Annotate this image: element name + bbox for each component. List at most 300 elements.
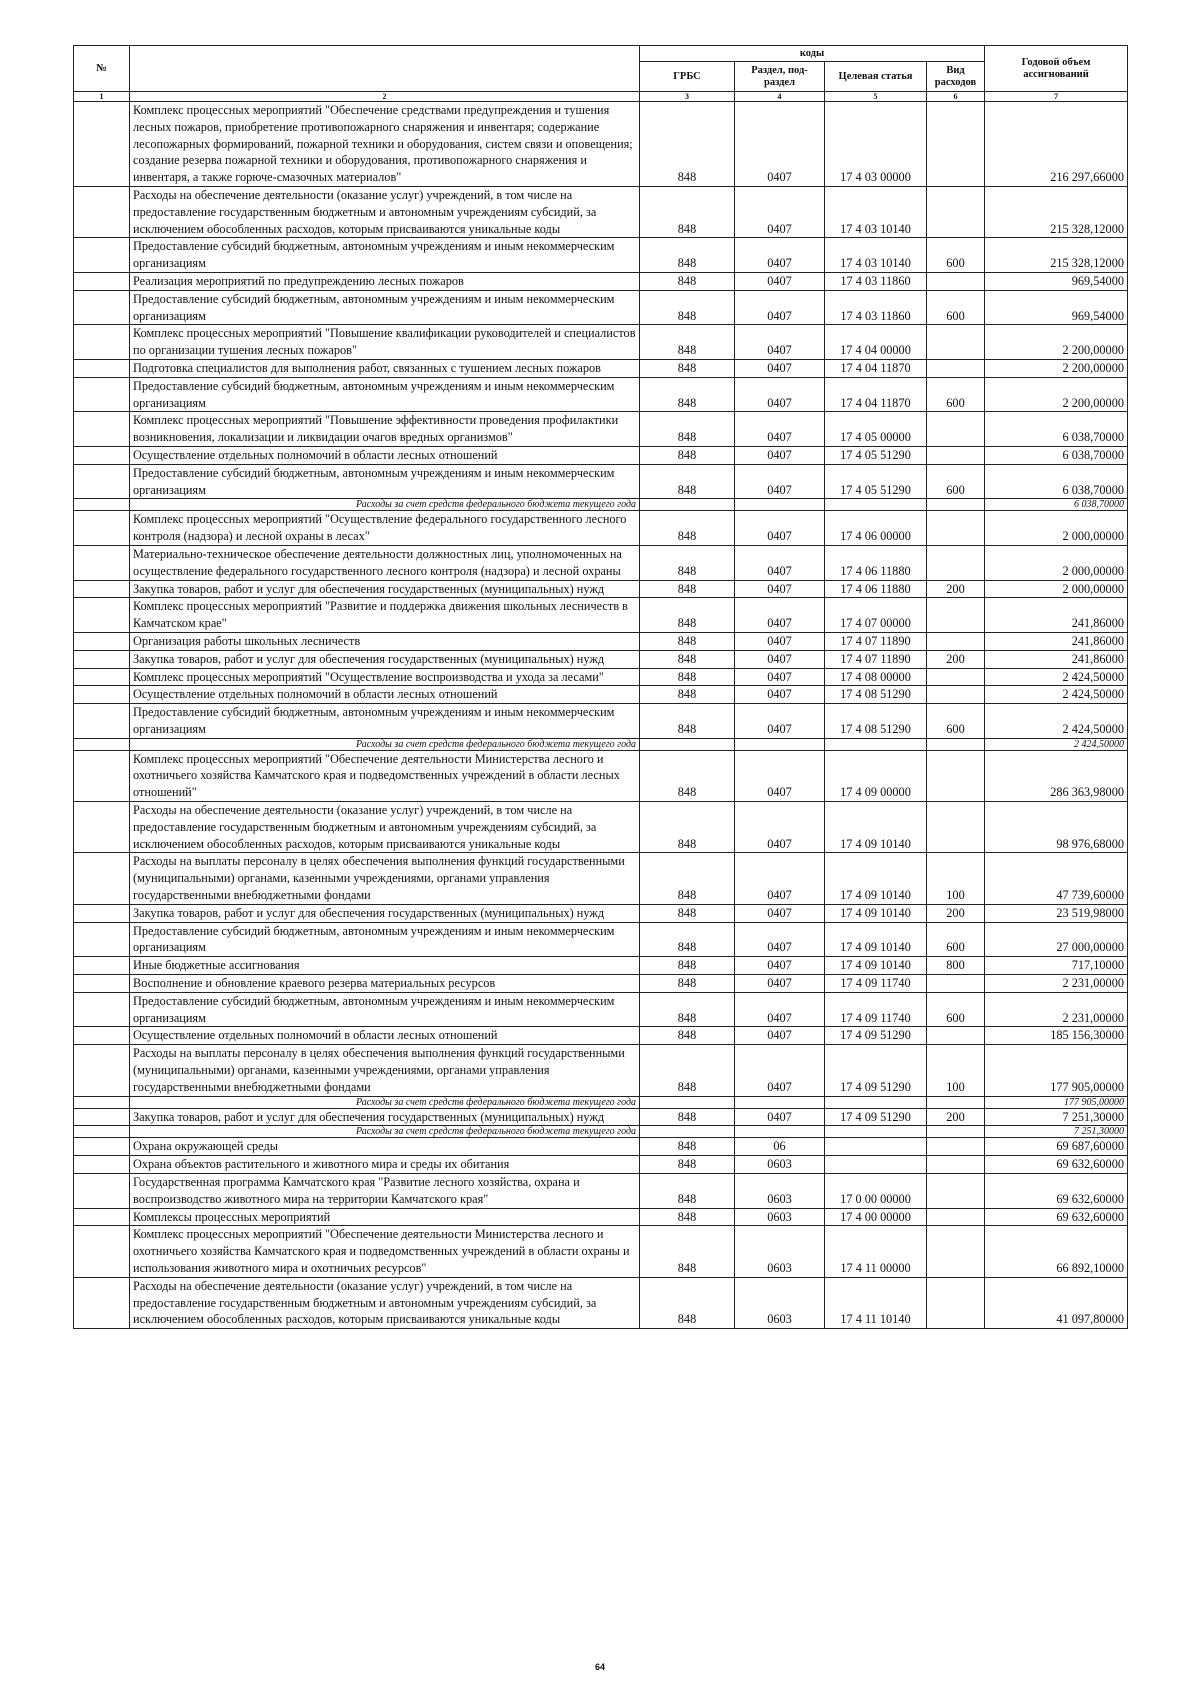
section-cell: 0603 <box>735 1174 825 1209</box>
table-row <box>74 750 1128 801</box>
item-name-cell: Иные бюджетные ассигнования <box>130 957 640 975</box>
grbs-cell: 848 <box>640 377 735 412</box>
grbs-cell: 848 <box>640 650 735 668</box>
amount-cell: 717,10000 <box>985 957 1128 975</box>
federal-budget-row <box>74 738 1128 750</box>
expense-type-cell <box>927 1096 985 1108</box>
item-name-cell: Комплексы процессных мероприятий <box>130 1208 640 1226</box>
expense-type-cell <box>927 598 985 633</box>
row-number-cell <box>74 1174 130 1209</box>
amount-cell: 2 231,00000 <box>985 992 1128 1027</box>
section-cell: 0407 <box>735 1045 825 1096</box>
row-number-cell <box>74 272 130 290</box>
expense-type-cell <box>927 272 985 290</box>
grbs-cell: 848 <box>640 992 735 1027</box>
grbs-cell: 848 <box>640 1277 735 1328</box>
item-name-cell: Подготовка специалистов для выполнения работ, связанных с тушением лесных пожаров <box>130 359 640 377</box>
amount-cell: 47 739,60000 <box>985 853 1128 904</box>
amount-cell: 215 328,12000 <box>985 186 1128 237</box>
section-cell: 0603 <box>735 1208 825 1226</box>
table-row <box>74 686 1128 704</box>
amount-cell: 27 000,00000 <box>985 922 1128 957</box>
amount-cell: 69 632,60000 <box>985 1208 1128 1226</box>
expense-type-cell: 600 <box>927 992 985 1027</box>
item-name-cell: Комплекс процессных мероприятий "Осуществление воспроизводства и ухода за лесами" <box>130 668 640 686</box>
header-section: Раздел, под-раздел <box>735 62 825 92</box>
row-number-cell <box>74 499 130 511</box>
table-row <box>74 1156 1128 1174</box>
row-number-cell <box>74 545 130 580</box>
grbs-cell: 848 <box>640 464 735 499</box>
expense-type-cell <box>927 446 985 464</box>
row-number-cell <box>74 738 130 750</box>
target-article-cell <box>825 1156 927 1174</box>
target-article-cell: 17 4 09 10140 <box>825 904 927 922</box>
table-row <box>74 802 1128 853</box>
grbs-cell: 848 <box>640 704 735 739</box>
expense-type-cell <box>927 1138 985 1156</box>
table-row <box>74 1138 1128 1156</box>
table-row <box>74 975 1128 993</box>
section-cell: 0407 <box>735 272 825 290</box>
item-name-cell: Охрана объектов растительного и животного мира и среды их обитания <box>130 1156 640 1174</box>
row-number-cell <box>74 325 130 360</box>
target-article-cell: 17 4 09 11740 <box>825 992 927 1027</box>
table-row <box>74 580 1128 598</box>
row-number-cell <box>74 1156 130 1174</box>
row-number-cell <box>74 1096 130 1108</box>
section-cell: 0407 <box>735 377 825 412</box>
target-article-cell: 17 4 05 51290 <box>825 464 927 499</box>
item-name-cell: Организация работы школьных лесничеств <box>130 632 640 650</box>
item-name-cell: Охрана окружающей среды <box>130 1138 640 1156</box>
table-row <box>74 922 1128 957</box>
item-name-cell: Комплекс процессных мероприятий "Обеспечение средствами предупреждения и тушения лесных пожаров, приобретение противопожарного снаряжения и инвентаря; содержание лесопожарных формирований, пожарной техники и оборудования, систем связи и оповещения; создание резерва пожарной техники и оборудования, противопожарного снаряжения и инвентаря, а также горюче-смазочных материалов" <box>130 102 640 187</box>
amount-cell: 241,86000 <box>985 632 1128 650</box>
table-row <box>74 102 1128 187</box>
grbs-cell: 848 <box>640 359 735 377</box>
row-number-cell <box>74 904 130 922</box>
target-article-cell: 17 4 09 11740 <box>825 975 927 993</box>
expense-type-cell <box>927 802 985 853</box>
table-row <box>74 704 1128 739</box>
table-row <box>74 1045 1128 1096</box>
expense-type-cell <box>927 738 985 750</box>
col-number: 3 <box>640 92 735 102</box>
target-article-cell: 17 4 07 11890 <box>825 632 927 650</box>
table-row <box>74 668 1128 686</box>
table-row <box>74 464 1128 499</box>
section-cell: 0407 <box>735 325 825 360</box>
table-row <box>74 904 1128 922</box>
item-name-cell: Осуществление отдельных полномочий в области лесных отношений <box>130 686 640 704</box>
table-row <box>74 650 1128 668</box>
section-cell <box>735 1096 825 1108</box>
expense-type-cell <box>927 499 985 511</box>
grbs-cell: 848 <box>640 545 735 580</box>
federal-budget-row <box>74 1096 1128 1108</box>
item-name-cell: Закупка товаров, работ и услуг для обеспечения государственных (муниципальных) нужд <box>130 650 640 668</box>
expense-type-cell <box>927 511 985 546</box>
expense-type-cell: 200 <box>927 650 985 668</box>
row-number-cell <box>74 975 130 993</box>
row-number-cell <box>74 102 130 187</box>
grbs-cell <box>640 1126 735 1138</box>
amount-cell: 215 328,12000 <box>985 238 1128 273</box>
row-number-cell <box>74 412 130 447</box>
amount-cell: 2 000,00000 <box>985 511 1128 546</box>
target-article-cell: 17 4 11 00000 <box>825 1226 927 1277</box>
amount-cell: 216 297,66000 <box>985 102 1128 187</box>
table-row <box>74 511 1128 546</box>
grbs-cell: 848 <box>640 186 735 237</box>
table-body <box>74 102 1128 1329</box>
expense-type-cell <box>927 975 985 993</box>
target-article-cell: 17 4 00 00000 <box>825 1208 927 1226</box>
section-cell: 0407 <box>735 957 825 975</box>
target-article-cell: 17 4 06 11880 <box>825 580 927 598</box>
table-row <box>74 1174 1128 1209</box>
expense-type-cell <box>927 325 985 360</box>
target-article-cell: 17 4 04 11870 <box>825 377 927 412</box>
expense-type-cell <box>927 412 985 447</box>
target-article-cell: 17 4 03 10140 <box>825 238 927 273</box>
amount-cell: 969,54000 <box>985 290 1128 325</box>
table-row <box>74 992 1128 1027</box>
target-article-cell: 17 4 03 11860 <box>825 272 927 290</box>
amount-cell: 69 687,60000 <box>985 1138 1128 1156</box>
amount-cell: 6 038,70000 <box>985 499 1128 511</box>
amount-cell: 2 200,00000 <box>985 325 1128 360</box>
section-cell: 0407 <box>735 580 825 598</box>
item-name-cell: Осуществление отдельных полномочий в области лесных отношений <box>130 1027 640 1045</box>
target-article-cell: 17 4 09 10140 <box>825 853 927 904</box>
item-name-cell: Предоставление субсидий бюджетным, автономным учреждениям и иным некоммерческим организациям <box>130 238 640 273</box>
row-number-cell <box>74 1138 130 1156</box>
row-number-cell <box>74 1226 130 1277</box>
table-row <box>74 1208 1128 1226</box>
grbs-cell: 848 <box>640 511 735 546</box>
table-row <box>74 325 1128 360</box>
amount-cell: 2 200,00000 <box>985 377 1128 412</box>
item-name-cell: Реализация мероприятий по предупреждению лесных пожаров <box>130 272 640 290</box>
expense-type-cell <box>927 686 985 704</box>
grbs-cell: 848 <box>640 1108 735 1126</box>
table-row <box>74 957 1128 975</box>
section-cell: 0407 <box>735 598 825 633</box>
expense-type-cell: 200 <box>927 1108 985 1126</box>
section-cell: 0603 <box>735 1277 825 1328</box>
section-cell: 0407 <box>735 650 825 668</box>
expense-type-cell <box>927 1174 985 1209</box>
section-cell <box>735 1126 825 1138</box>
item-name-cell: Расходы на выплаты персоналу в целях обеспечения выполнения функций государственными (муниципальными) органами, казенными учреждениями, органами управления государственными внебюджетными фондами <box>130 1045 640 1096</box>
row-number-cell <box>74 446 130 464</box>
amount-cell: 185 156,30000 <box>985 1027 1128 1045</box>
expense-type-cell: 600 <box>927 464 985 499</box>
header-codes: коды <box>640 46 985 62</box>
amount-cell: 2 424,50000 <box>985 704 1128 739</box>
target-article-cell: 17 4 08 51290 <box>825 704 927 739</box>
item-name-cell: Восполнение и обновление краевого резерва материальных ресурсов <box>130 975 640 993</box>
table-row <box>74 377 1128 412</box>
item-name-cell: Предоставление субсидий бюджетным, автономным учреждениям и иным некоммерческим организациям <box>130 704 640 739</box>
target-article-cell <box>825 1138 927 1156</box>
header-name <box>130 46 640 92</box>
col-number: 2 <box>130 92 640 102</box>
item-name-cell: Предоставление субсидий бюджетным, автономным учреждениям и иным некоммерческим организациям <box>130 464 640 499</box>
section-cell: 0407 <box>735 359 825 377</box>
item-name-cell: Расходы на обеспечение деятельности (оказание услуг) учреждений, в том числе на предоставление государственным бюджетным и автономным учреждениям субсидий, за исключением обособленных расходов, которым присваиваются уникальные коды <box>130 1277 640 1328</box>
amount-cell: 2 200,00000 <box>985 359 1128 377</box>
grbs-cell: 848 <box>640 632 735 650</box>
amount-cell: 7 251,30000 <box>985 1108 1128 1126</box>
row-number-cell <box>74 598 130 633</box>
section-cell: 0407 <box>735 545 825 580</box>
amount-cell: 177 905,00000 <box>985 1096 1128 1108</box>
item-name-cell: Осуществление отдельных полномочий в области лесных отношений <box>130 446 640 464</box>
grbs-cell: 848 <box>640 1226 735 1277</box>
section-cell: 0407 <box>735 975 825 993</box>
row-number-cell <box>74 992 130 1027</box>
table-row <box>74 186 1128 237</box>
section-cell: 0407 <box>735 704 825 739</box>
amount-cell: 2 000,00000 <box>985 545 1128 580</box>
expense-type-cell: 600 <box>927 704 985 739</box>
target-article-cell: 17 4 03 00000 <box>825 102 927 187</box>
grbs-cell: 848 <box>640 668 735 686</box>
item-name-cell: Материально-техническое обеспечение деятельности должностных лиц, уполномоченных на осуществление федерального государственного лесного контроля (надзора) и лесной охраны <box>130 545 640 580</box>
federal-budget-row <box>74 499 1128 511</box>
item-name-cell: Расходы за счет средств федерального бюджета текущего года <box>130 1096 640 1108</box>
target-article-cell: 17 4 09 10140 <box>825 957 927 975</box>
expense-type-cell <box>927 1226 985 1277</box>
amount-cell: 2 424,50000 <box>985 686 1128 704</box>
grbs-cell: 848 <box>640 957 735 975</box>
target-article-cell: 17 4 04 11870 <box>825 359 927 377</box>
target-article-cell: 17 4 09 51290 <box>825 1045 927 1096</box>
item-name-cell: Предоставление субсидий бюджетным, автономным учреждениям и иным некоммерческим организациям <box>130 290 640 325</box>
target-article-cell <box>825 499 927 511</box>
grbs-cell <box>640 499 735 511</box>
item-name-cell: Государственная программа Камчатского края "Развитие лесного хозяйства, охрана и воспроизводство животного мира на территории Камчатского края" <box>130 1174 640 1209</box>
row-number-cell <box>74 377 130 412</box>
header-target-article: Целевая статья <box>825 62 927 92</box>
target-article-cell: 17 4 09 00000 <box>825 750 927 801</box>
expense-type-cell <box>927 1208 985 1226</box>
expense-type-cell <box>927 102 985 187</box>
item-name-cell: Предоставление субсидий бюджетным, автономным учреждениям и иным некоммерческим организациям <box>130 992 640 1027</box>
section-cell: 06 <box>735 1138 825 1156</box>
table-row <box>74 632 1128 650</box>
item-name-cell: Комплекс процессных мероприятий "Развитие и поддержка движения школьных лесничеств в Камчатском крае" <box>130 598 640 633</box>
row-number-cell <box>74 290 130 325</box>
expense-type-cell <box>927 632 985 650</box>
grbs-cell: 848 <box>640 102 735 187</box>
grbs-cell: 848 <box>640 1045 735 1096</box>
header-annual-volume: Годовой объем ассигнований <box>985 46 1128 92</box>
row-number-cell <box>74 704 130 739</box>
item-name-cell: Комплекс процессных мероприятий "Осуществление федерального государственного лесного контроля (надзора) и лесной охраны в лесах" <box>130 511 640 546</box>
row-number-cell <box>74 1045 130 1096</box>
item-name-cell: Предоставление субсидий бюджетным, автономным учреждениям и иным некоммерческим организациям <box>130 377 640 412</box>
col-number: 1 <box>74 92 130 102</box>
expense-type-cell: 600 <box>927 922 985 957</box>
row-number-cell <box>74 359 130 377</box>
table-row <box>74 545 1128 580</box>
amount-cell: 7 251,30000 <box>985 1126 1128 1138</box>
section-cell: 0407 <box>735 511 825 546</box>
expense-type-cell <box>927 668 985 686</box>
page-number: 64 <box>594 1662 605 1672</box>
table-row <box>74 1277 1128 1328</box>
item-name-cell: Расходы за счет средств федерального бюджета текущего года <box>130 738 640 750</box>
item-name-cell: Расходы за счет средств федерального бюджета текущего года <box>130 499 640 511</box>
budget-table <box>73 45 1128 1329</box>
table-row <box>74 1027 1128 1045</box>
expense-type-cell <box>927 750 985 801</box>
grbs-cell: 848 <box>640 1174 735 1209</box>
section-cell: 0407 <box>735 686 825 704</box>
section-cell: 0407 <box>735 290 825 325</box>
expense-type-cell: 600 <box>927 238 985 273</box>
grbs-cell: 848 <box>640 580 735 598</box>
row-number-cell <box>74 1277 130 1328</box>
amount-cell: 241,86000 <box>985 598 1128 633</box>
target-article-cell: 17 4 03 10140 <box>825 186 927 237</box>
row-number-cell <box>74 580 130 598</box>
row-number-cell <box>74 668 130 686</box>
row-number-cell <box>74 464 130 499</box>
target-article-cell: 17 4 08 00000 <box>825 668 927 686</box>
section-cell: 0407 <box>735 102 825 187</box>
row-number-cell <box>74 650 130 668</box>
item-name-cell: Расходы на выплаты персоналу в целях обеспечения выполнения функций государственными (муниципальными) органами, казенными учреждениями, органами управления государственными внебюджетными фондами <box>130 853 640 904</box>
target-article-cell: 17 4 05 00000 <box>825 412 927 447</box>
grbs-cell: 848 <box>640 1208 735 1226</box>
table-row <box>74 272 1128 290</box>
target-article-cell: 17 4 05 51290 <box>825 446 927 464</box>
target-article-cell: 17 4 07 00000 <box>825 598 927 633</box>
expense-type-cell: 200 <box>927 580 985 598</box>
section-cell: 0407 <box>735 1027 825 1045</box>
table-row <box>74 290 1128 325</box>
expense-type-cell <box>927 359 985 377</box>
amount-cell: 177 905,00000 <box>985 1045 1128 1096</box>
row-number-cell <box>74 957 130 975</box>
table-row <box>74 853 1128 904</box>
header-grbs: ГРБС <box>640 62 735 92</box>
section-cell: 0407 <box>735 922 825 957</box>
item-name-cell: Комплекс процессных мероприятий "Обеспечение деятельности Министерства лесного и охотничьего хозяйства Камчатского края и подведомственных учреждений в области охраны и использования животного мира и охотничьих ресурсов" <box>130 1226 640 1277</box>
section-cell: 0407 <box>735 992 825 1027</box>
row-number-cell <box>74 802 130 853</box>
item-name-cell: Закупка товаров, работ и услуг для обеспечения государственных (муниципальных) нужд <box>130 904 640 922</box>
expense-type-cell: 100 <box>927 853 985 904</box>
amount-cell: 286 363,98000 <box>985 750 1128 801</box>
table-row <box>74 1226 1128 1277</box>
amount-cell: 2 424,50000 <box>985 668 1128 686</box>
item-name-cell: Расходы на обеспечение деятельности (оказание услуг) учреждений, в том числе на предоставление государственным бюджетным и автономным учреждениям субсидий, за исключением обособленных расходов, которым присваиваются уникальные коды <box>130 186 640 237</box>
row-number-cell <box>74 1027 130 1045</box>
grbs-cell <box>640 738 735 750</box>
amount-cell: 6 038,70000 <box>985 412 1128 447</box>
grbs-cell: 848 <box>640 853 735 904</box>
grbs-cell: 848 <box>640 975 735 993</box>
section-cell: 0407 <box>735 750 825 801</box>
grbs-cell: 848 <box>640 446 735 464</box>
table-row <box>74 359 1128 377</box>
amount-cell: 98 976,68000 <box>985 802 1128 853</box>
col-number: 6 <box>927 92 985 102</box>
amount-cell: 6 038,70000 <box>985 464 1128 499</box>
row-number-cell <box>74 632 130 650</box>
table-row <box>74 238 1128 273</box>
row-number-cell <box>74 853 130 904</box>
target-article-cell: 17 4 09 10140 <box>825 802 927 853</box>
expense-type-cell: 800 <box>927 957 985 975</box>
target-article-cell: 17 4 07 11890 <box>825 650 927 668</box>
amount-cell: 969,54000 <box>985 272 1128 290</box>
table-header <box>74 46 1128 102</box>
row-number-cell <box>74 1126 130 1138</box>
col-number: 4 <box>735 92 825 102</box>
expense-type-cell <box>927 1126 985 1138</box>
target-article-cell: 17 0 00 00000 <box>825 1174 927 1209</box>
table-row <box>74 412 1128 447</box>
section-cell: 0407 <box>735 1108 825 1126</box>
item-name-cell: Комплекс процессных мероприятий "Повышение квалификации руководителей и специалистов по организации тушения лесных пожаров" <box>130 325 640 360</box>
target-article-cell: 17 4 08 51290 <box>825 686 927 704</box>
target-article-cell: 17 4 11 10140 <box>825 1277 927 1328</box>
header-number: № <box>74 46 130 92</box>
section-cell: 0407 <box>735 464 825 499</box>
section-cell: 0407 <box>735 186 825 237</box>
section-cell: 0407 <box>735 668 825 686</box>
row-number-cell <box>74 1108 130 1126</box>
section-cell <box>735 499 825 511</box>
item-name-cell: Комплекс процессных мероприятий "Повышение эффективности проведения профилактики возникновения, локализации и ликвидации очагов вредных организмов" <box>130 412 640 447</box>
target-article-cell: 17 4 06 11880 <box>825 545 927 580</box>
target-article-cell: 17 4 04 00000 <box>825 325 927 360</box>
amount-cell: 69 632,60000 <box>985 1156 1128 1174</box>
target-article-cell: 17 4 09 51290 <box>825 1027 927 1045</box>
grbs-cell: 848 <box>640 802 735 853</box>
section-cell: 0407 <box>735 904 825 922</box>
expense-type-cell <box>927 1156 985 1174</box>
grbs-cell: 848 <box>640 325 735 360</box>
header-expense-type: Вид расходов <box>927 62 985 92</box>
grbs-cell: 848 <box>640 686 735 704</box>
expense-type-cell: 200 <box>927 904 985 922</box>
amount-cell: 2 231,00000 <box>985 975 1128 993</box>
target-article-cell: 17 4 09 51290 <box>825 1108 927 1126</box>
expense-type-cell <box>927 186 985 237</box>
expense-type-cell: 100 <box>927 1045 985 1096</box>
row-number-cell <box>74 686 130 704</box>
item-name-cell: Закупка товаров, работ и услуг для обеспечения государственных (муниципальных) нужд <box>130 1108 640 1126</box>
grbs-cell: 848 <box>640 1027 735 1045</box>
expense-type-cell <box>927 1027 985 1045</box>
amount-cell: 69 632,60000 <box>985 1174 1128 1209</box>
row-number-cell <box>74 186 130 237</box>
table-row <box>74 598 1128 633</box>
col-number: 5 <box>825 92 927 102</box>
row-number-cell <box>74 511 130 546</box>
expense-type-cell: 600 <box>927 377 985 412</box>
section-cell: 0407 <box>735 412 825 447</box>
grbs-cell: 848 <box>640 290 735 325</box>
